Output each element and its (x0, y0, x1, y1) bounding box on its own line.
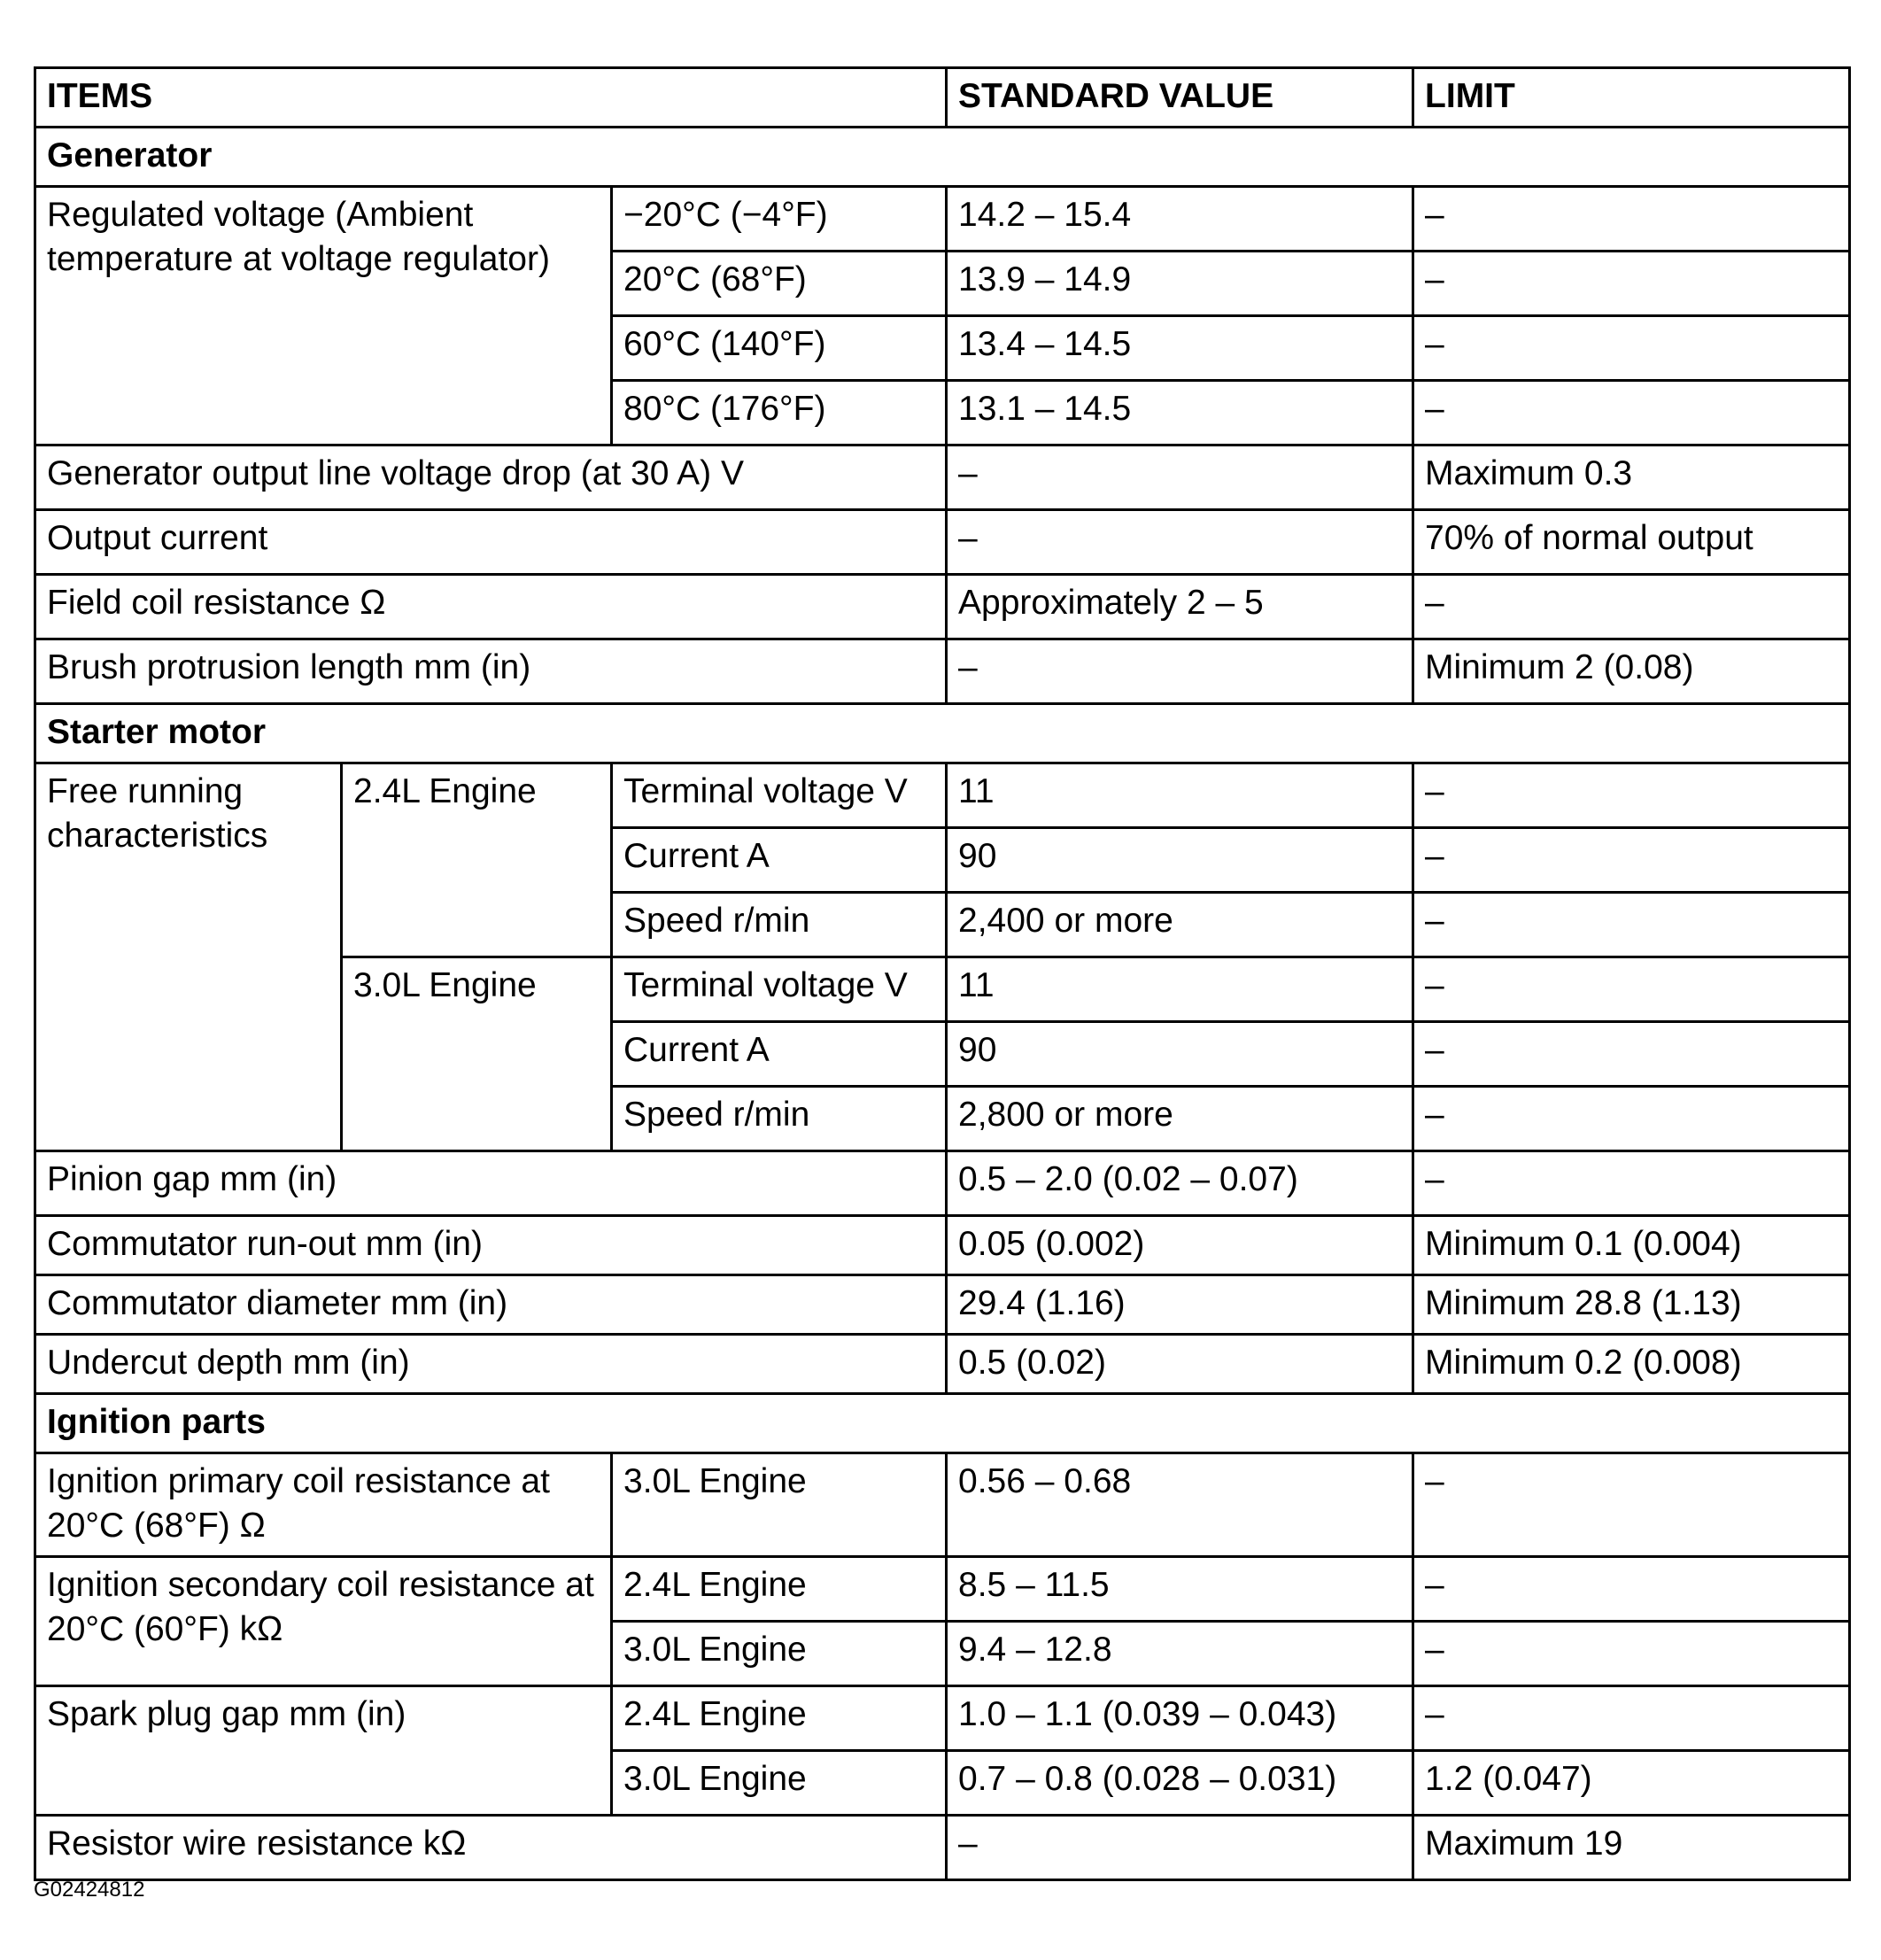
table-row (35, 1816, 1850, 1880)
item-cell: Commutator run-out mm (in) (35, 1216, 947, 1275)
standard-value-cell: 8.5 – 11.5 (947, 1557, 1413, 1622)
table-row (35, 445, 1850, 510)
table-row (35, 187, 1850, 252)
standard-value-cell: 2,800 or more (947, 1087, 1413, 1151)
table-row (35, 639, 1850, 704)
section-row (35, 1394, 1850, 1453)
limit-cell: – (1413, 1622, 1850, 1686)
item-cell: Resistor wire resistance kΩ (35, 1816, 947, 1880)
limit-cell: – (1413, 828, 1850, 893)
standard-value-cell: 1.0 – 1.1 (0.039 – 0.043) (947, 1686, 1413, 1751)
limit-cell: – (1413, 316, 1850, 381)
item-cell: Generator output line voltage drop (at 30 A) V (35, 445, 947, 510)
limit-cell: – (1413, 1686, 1850, 1751)
free-running-label: Free running characteristics (35, 763, 342, 1151)
standard-value-cell: 90 (947, 1022, 1413, 1087)
limit-cell: – (1413, 575, 1850, 639)
limit-cell: – (1413, 252, 1850, 316)
table-row (35, 1686, 1850, 1751)
standard-value-cell: – (947, 639, 1413, 704)
item-cell: Brush protrusion length mm (in) (35, 639, 947, 704)
table-row (35, 763, 1850, 828)
section-ignition-parts: Ignition parts (35, 1394, 1850, 1453)
engine-cell: 3.0L Engine (612, 1622, 947, 1686)
parameter-cell: Current A (612, 1022, 947, 1087)
table-row (35, 510, 1850, 575)
temperature-cell: 80°C (176°F) (612, 381, 947, 445)
section-generator: Generator (35, 128, 1850, 187)
header-limit: LIMIT (1413, 68, 1850, 128)
table-row (35, 1557, 1850, 1622)
limit-cell: Maximum 0.3 (1413, 445, 1850, 510)
item-cell: Output current (35, 510, 947, 575)
limit-cell: – (1413, 763, 1850, 828)
figure-id: G02424812 (34, 1878, 145, 1902)
limit-cell: – (1413, 957, 1850, 1022)
engine-cell: 3.0L Engine (612, 1751, 947, 1816)
limit-cell: – (1413, 1087, 1850, 1151)
limit-cell: Maximum 19 (1413, 1816, 1850, 1880)
section-row (35, 128, 1850, 187)
standard-value-cell: 29.4 (1.16) (947, 1275, 1413, 1335)
item-cell: Commutator diameter mm (in) (35, 1275, 947, 1335)
parameter-cell: Terminal voltage V (612, 957, 947, 1022)
item-cell: Ignition secondary coil resistance at 20°C (60°F) kΩ (35, 1557, 612, 1686)
standard-value-cell: 11 (947, 957, 1413, 1022)
table-row (35, 575, 1850, 639)
table-row (35, 1216, 1850, 1275)
table-row (35, 1151, 1850, 1216)
limit-cell: – (1413, 1453, 1850, 1557)
limit-cell: – (1413, 187, 1850, 252)
standard-value-cell: – (947, 1816, 1413, 1880)
standard-value-cell: 13.4 – 14.5 (947, 316, 1413, 381)
limit-cell: Minimum 28.8 (1.13) (1413, 1275, 1850, 1335)
limit-cell: 1.2 (0.047) (1413, 1751, 1850, 1816)
parameter-cell: Speed r/min (612, 893, 947, 957)
header-items: ITEMS (35, 68, 947, 128)
section-starter-motor: Starter motor (35, 704, 1850, 763)
parameter-cell: Speed r/min (612, 1087, 947, 1151)
standard-value-cell: 0.5 – 2.0 (0.02 – 0.07) (947, 1151, 1413, 1216)
temperature-cell: 20°C (68°F) (612, 252, 947, 316)
parameter-cell: Terminal voltage V (612, 763, 947, 828)
limit-cell: 70% of normal output (1413, 510, 1850, 575)
header-row (35, 68, 1850, 128)
standard-value-cell: 13.9 – 14.9 (947, 252, 1413, 316)
standard-value-cell: 0.56 – 0.68 (947, 1453, 1413, 1557)
regulated-voltage-label: Regulated voltage (Ambient temperature at voltage regulator) (35, 187, 612, 445)
standard-value-cell: – (947, 510, 1413, 575)
standard-value-cell: 14.2 – 15.4 (947, 187, 1413, 252)
limit-cell: Minimum 2 (0.08) (1413, 639, 1850, 704)
item-cell: Spark plug gap mm (in) (35, 1686, 612, 1816)
standard-value-cell: 11 (947, 763, 1413, 828)
standard-value-cell: – (947, 445, 1413, 510)
standard-value-cell: 0.05 (0.002) (947, 1216, 1413, 1275)
parameter-cell: Current A (612, 828, 947, 893)
limit-cell: – (1413, 1557, 1850, 1622)
header-standard-value: STANDARD VALUE (947, 68, 1413, 128)
limit-cell: Minimum 0.2 (0.008) (1413, 1335, 1850, 1394)
table-row (35, 1453, 1850, 1557)
item-cell: Field coil resistance Ω (35, 575, 947, 639)
standard-value-cell: 0.5 (0.02) (947, 1335, 1413, 1394)
temperature-cell: 60°C (140°F) (612, 316, 947, 381)
engine-cell: 2.4L Engine (342, 763, 612, 957)
section-row (35, 704, 1850, 763)
engine-cell: 2.4L Engine (612, 1557, 947, 1622)
engine-cell: 2.4L Engine (612, 1686, 947, 1751)
standard-value-cell: 90 (947, 828, 1413, 893)
standard-value-cell: 0.7 – 0.8 (0.028 – 0.031) (947, 1751, 1413, 1816)
limit-cell: – (1413, 1151, 1850, 1216)
standard-value-cell: Approximately 2 – 5 (947, 575, 1413, 639)
standard-value-cell: 2,400 or more (947, 893, 1413, 957)
standard-value-cell: 13.1 – 14.5 (947, 381, 1413, 445)
limit-cell: – (1413, 381, 1850, 445)
specifications-table (34, 66, 1851, 1881)
engine-cell: 3.0L Engine (342, 957, 612, 1151)
standard-value-cell: 9.4 – 12.8 (947, 1622, 1413, 1686)
temperature-cell: −20°C (−4°F) (612, 187, 947, 252)
item-cell: Undercut depth mm (in) (35, 1335, 947, 1394)
engine-cell: 3.0L Engine (612, 1453, 947, 1557)
table-row (35, 1275, 1850, 1335)
limit-cell: – (1413, 893, 1850, 957)
table-row (35, 1335, 1850, 1394)
limit-cell: Minimum 0.1 (0.004) (1413, 1216, 1850, 1275)
limit-cell: – (1413, 1022, 1850, 1087)
item-cell: Ignition primary coil resistance at 20°C (68°F) Ω (35, 1453, 612, 1557)
item-cell: Pinion gap mm (in) (35, 1151, 947, 1216)
